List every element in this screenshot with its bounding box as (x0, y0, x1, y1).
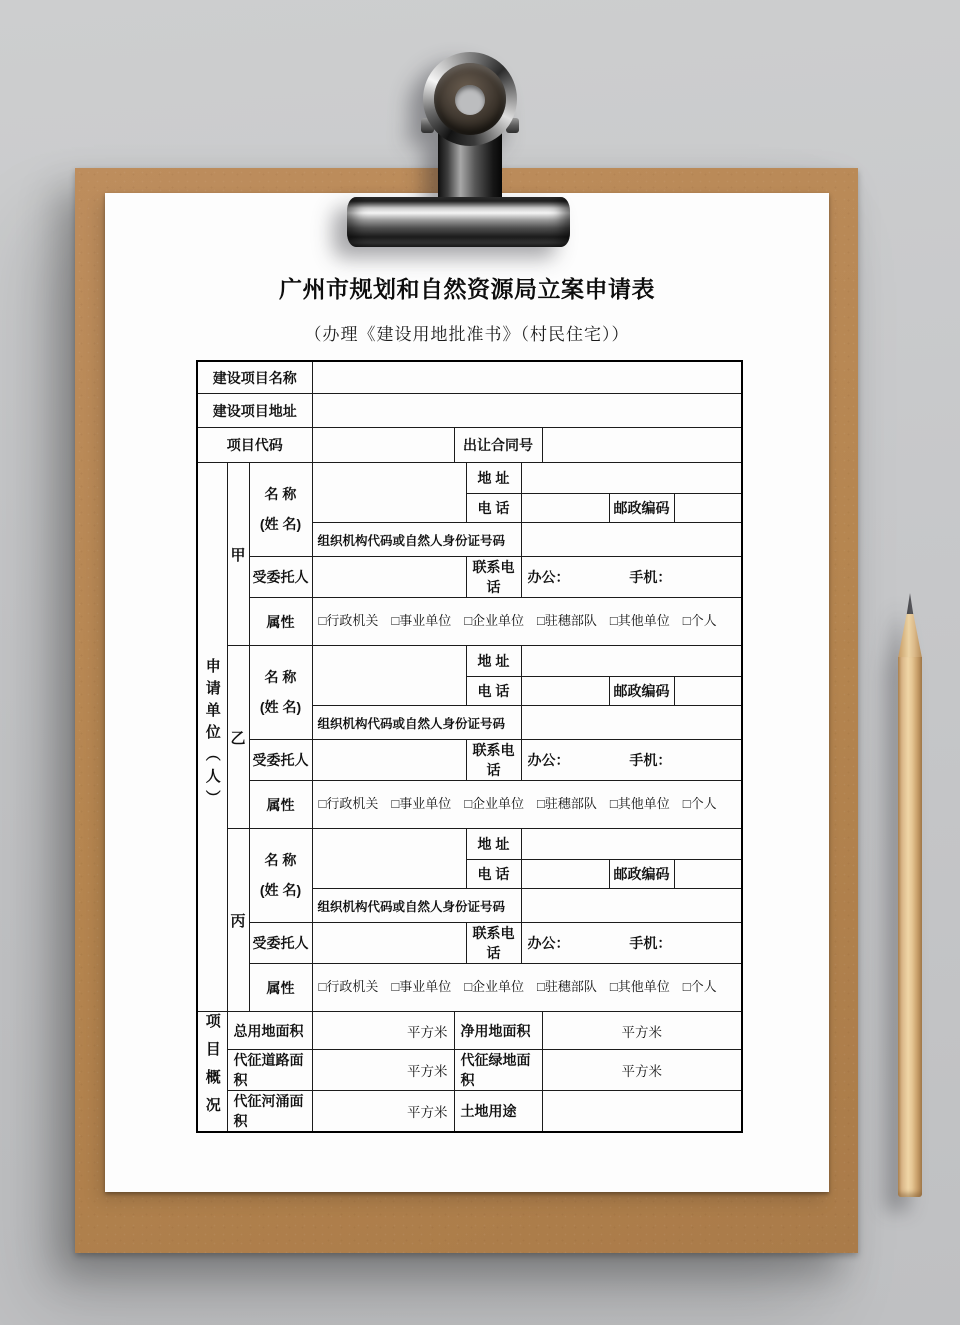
postal-code-field (674, 677, 742, 706)
phone-field (521, 494, 609, 523)
road-area-label: 代征道路面积 (227, 1050, 312, 1091)
green-area-label: 代征绿地面积 (454, 1050, 542, 1091)
trustee-label: 受委托人 (249, 740, 312, 781)
org-code-label: 组织机构代码或自然人身份证号码 (312, 889, 521, 923)
mobile-label: 手机： (629, 752, 672, 769)
name-label: 名 称 (姓 名) (249, 646, 312, 740)
postal-code-label: 邮政编码 (609, 860, 674, 889)
postal-code-label: 邮政编码 (609, 677, 674, 706)
postal-code-field (674, 494, 742, 523)
mobile-label: 手机： (629, 569, 672, 586)
org-code-field (521, 706, 742, 740)
attribute-options: □行政机关 □事业单位 □企业单位 □驻穗部队 □其他单位 □个人 (312, 781, 742, 829)
office-label: 办公： (527, 935, 570, 952)
phone-field (521, 677, 609, 706)
pencil (898, 593, 922, 1197)
trustee-field (312, 923, 466, 964)
net-area-label: 净用地面积 (454, 1012, 542, 1050)
clip-hole (455, 85, 485, 115)
river-area-label: 代征河涌面积 (227, 1091, 312, 1133)
name-field (312, 829, 466, 889)
contact-phone-field (521, 923, 742, 964)
address-field (521, 646, 742, 677)
phone-label: 电 话 (466, 860, 521, 889)
phone-label: 电 话 (466, 677, 521, 706)
office-label: 办公： (527, 569, 570, 586)
contact-phone-label: 联系电话 (466, 740, 521, 781)
overview-section-label: 项目概况 (197, 1012, 227, 1133)
contact-phone-label: 联系电话 (466, 923, 521, 964)
project-name-label: 建设项目名称 (197, 361, 312, 394)
phone-field (521, 860, 609, 889)
address-field (521, 463, 742, 494)
attribute-options: □行政机关 □事业单位 □企业单位 □驻穗部队 □其他单位 □个人 (312, 964, 742, 1012)
address-label: 地 址 (466, 646, 521, 677)
road-area-unit: 平方米 (312, 1050, 454, 1091)
org-code-label: 组织机构代码或自然人身份证号码 (312, 706, 521, 740)
org-code-field (521, 523, 742, 557)
attribute-label: 属性 (249, 781, 312, 829)
land-use-field (542, 1091, 742, 1133)
attribute-label: 属性 (249, 964, 312, 1012)
phone-label: 电 话 (466, 494, 521, 523)
clip-bar (347, 197, 570, 247)
trustee-field (312, 740, 466, 781)
project-name-field (312, 361, 742, 394)
name-field (312, 646, 466, 706)
org-code-field (521, 889, 742, 923)
project-code-label: 项目代码 (197, 428, 312, 463)
postal-code-label: 邮政编码 (609, 494, 674, 523)
project-address-label: 建设项目地址 (197, 394, 312, 428)
address-label: 地 址 (466, 829, 521, 860)
land-use-label: 土地用途 (454, 1091, 542, 1133)
contract-no-label: 出让合同号 (454, 428, 542, 463)
pencil-lead-icon (898, 593, 922, 615)
document-title: 广州市规划和自然资源局立案申请表 (279, 276, 655, 302)
pencil-body (898, 657, 922, 1197)
application-form-table (196, 360, 743, 1134)
attribute-label: 属性 (249, 598, 312, 646)
address-field (521, 829, 742, 860)
address-label: 地 址 (466, 463, 521, 494)
form-paper (105, 193, 829, 1192)
trustee-field (312, 557, 466, 598)
green-area-unit: 平方米 (542, 1050, 742, 1091)
name-label: 名 称 (姓 名) (249, 463, 312, 557)
postal-code-field (674, 860, 742, 889)
pencil-wood-cone (898, 614, 922, 658)
net-area-unit: 平方米 (542, 1012, 742, 1050)
contact-phone-field (521, 740, 742, 781)
document-subtitle: （办理《建设用地批准书》（村民住宅）） (304, 324, 630, 344)
applicant-b-label: 乙 (227, 646, 249, 829)
project-address-field (312, 394, 742, 428)
mobile-label: 手机： (629, 935, 672, 952)
name-field (312, 463, 466, 523)
office-label: 办公： (527, 752, 570, 769)
contract-no-field (542, 428, 742, 463)
applicant-section-label: 申请单位︵人︶ (197, 463, 227, 1012)
total-area-label: 总用地面积 (227, 1012, 312, 1050)
contact-phone-field (521, 557, 742, 598)
attribute-options: □行政机关 □事业单位 □企业单位 □驻穗部队 □其他单位 □个人 (312, 598, 742, 646)
applicant-c-label: 丙 (227, 829, 249, 1012)
total-area-unit: 平方米 (312, 1012, 454, 1050)
name-label: 名 称 (姓 名) (249, 829, 312, 923)
trustee-label: 受委托人 (249, 557, 312, 598)
applicant-a-label: 甲 (227, 463, 249, 646)
project-code-field (312, 428, 454, 463)
contact-phone-label: 联系电话 (466, 557, 521, 598)
trustee-label: 受委托人 (249, 923, 312, 964)
org-code-label: 组织机构代码或自然人身份证号码 (312, 523, 521, 557)
river-area-unit: 平方米 (312, 1091, 454, 1133)
